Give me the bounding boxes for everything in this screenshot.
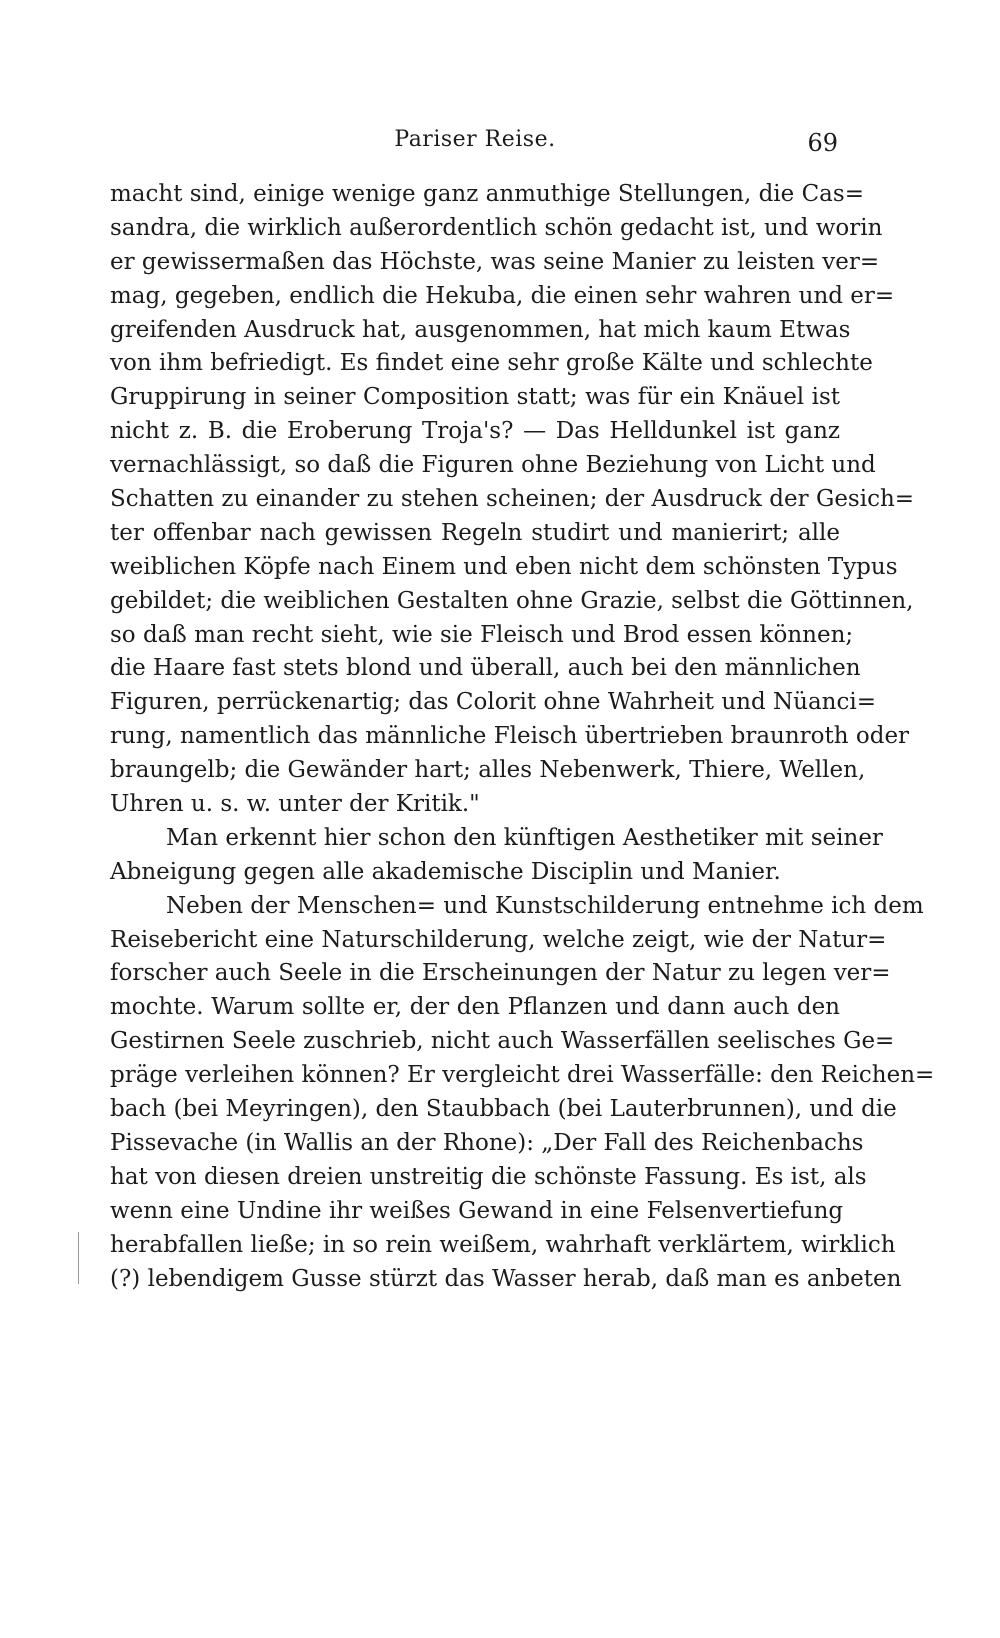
text-line: ter offenbar nach gewissen Regeln studirt und manierirt; alle <box>110 519 840 546</box>
text-line: Pissevache (in Wallis an der Rhone): „Der Fall des Reichenbachs <box>110 1129 864 1156</box>
text-line: Man erkennt hier schon den künftigen Aesthetiker mit seiner <box>166 824 883 851</box>
text-line: mag, gegeben, endlich die Hekuba, die einen sehr wahren und er= <box>110 282 895 309</box>
text-line: bach (bei Meyringen), den Staubbach (bei Lauterbrunnen), und die <box>110 1096 897 1123</box>
text-line: Reisebericht eine Naturschilderung, welche zeigt, wie der Natur= <box>110 926 887 953</box>
text-line: herabfallen ließe; in so rein weißem, wahrhaft verklärtem, wirklich <box>110 1231 896 1258</box>
text-line: von ihm befriedigt. Es findet eine sehr große Kälte und schlechte <box>110 350 873 377</box>
text-line: greifenden Ausdruck hat, ausgenommen, hat mich kaum Etwas <box>110 316 851 343</box>
text-line: mochte. Warum sollte er, der den Pflanzen und dann auch den <box>110 994 840 1021</box>
running-head <box>110 127 840 167</box>
running-title: Pariser Reise. <box>394 127 556 152</box>
text-line: Gruppirung in seiner Composition statt; was für ein Knäuel ist <box>110 384 840 411</box>
text-line: Gestirnen Seele zuschrieb, nicht auch Wasserfällen seelisches Ge= <box>110 1028 895 1055</box>
body-text <box>110 178 935 1296</box>
text-line: wenn eine Undine ihr weißes Gewand in eine Felsenvertiefung <box>110 1197 844 1224</box>
page-number: 69 <box>807 129 838 157</box>
text-line: sandra, die wirklich außerordentlich schön gedacht ist, und worin <box>110 214 883 241</box>
text-line: präge verleihen können? Er vergleicht drei Wasserfälle: den Reichen= <box>110 1062 935 1089</box>
text-line: nicht z. B. die Eroberung Troja's? — Das Helldunkel ist ganz <box>110 418 840 445</box>
text-line: gebildet; die weiblichen Gestalten ohne Grazie, selbst die Göttinnen, <box>110 587 914 614</box>
text-line: Uhren u. s. w. unter der Kritik." <box>110 791 480 818</box>
text-line: hat von diesen dreien unstreitig die schönste Fassung. Es ist, als <box>110 1163 867 1190</box>
text-line: macht sind, einige wenige ganz anmuthige Stellungen, die Cas= <box>110 181 864 207</box>
text-line: Figuren, perrückenartig; das Colorit ohne Wahrheit und Nüanci= <box>110 689 876 716</box>
text-line: weiblichen Köpfe nach Einem und eben nicht dem schönsten Typus <box>110 553 898 580</box>
text-line: die Haare fast stets blond und überall, auch bei den männlichen <box>110 655 861 682</box>
text-line: forscher auch Seele in die Erscheinungen der Natur zu legen ver= <box>110 960 891 987</box>
text-line: vernachlässigt, so daß die Figuren ohne Beziehung von Licht und <box>110 452 876 479</box>
text-line: so daß man recht sieht, wie sie Fleisch und Brod essen können; <box>110 621 854 648</box>
text-line: er gewissermaßen das Höchste, was seine Manier zu leisten ver= <box>110 248 880 275</box>
text-line: Abneigung gegen alle akademische Disciplin und Manier. <box>110 858 781 885</box>
text-line: (?) lebendigem Gusse stürzt das Wasser herab, daß man es anbeten <box>110 1265 902 1292</box>
text-line: Schatten zu einander zu stehen scheinen; der Ausdruck der Gesich= <box>110 486 915 513</box>
margin-mark <box>78 1232 79 1284</box>
text-line: braungelb; die Gewänder hart; alles Nebenwerk, Thiere, Wellen, <box>110 757 866 784</box>
text-line: rung, namentlich das männliche Fleisch übertrieben braunroth oder <box>110 723 910 750</box>
text-line: Neben der Menschen= und Kunstschilderung entnehme ich dem <box>166 892 924 919</box>
